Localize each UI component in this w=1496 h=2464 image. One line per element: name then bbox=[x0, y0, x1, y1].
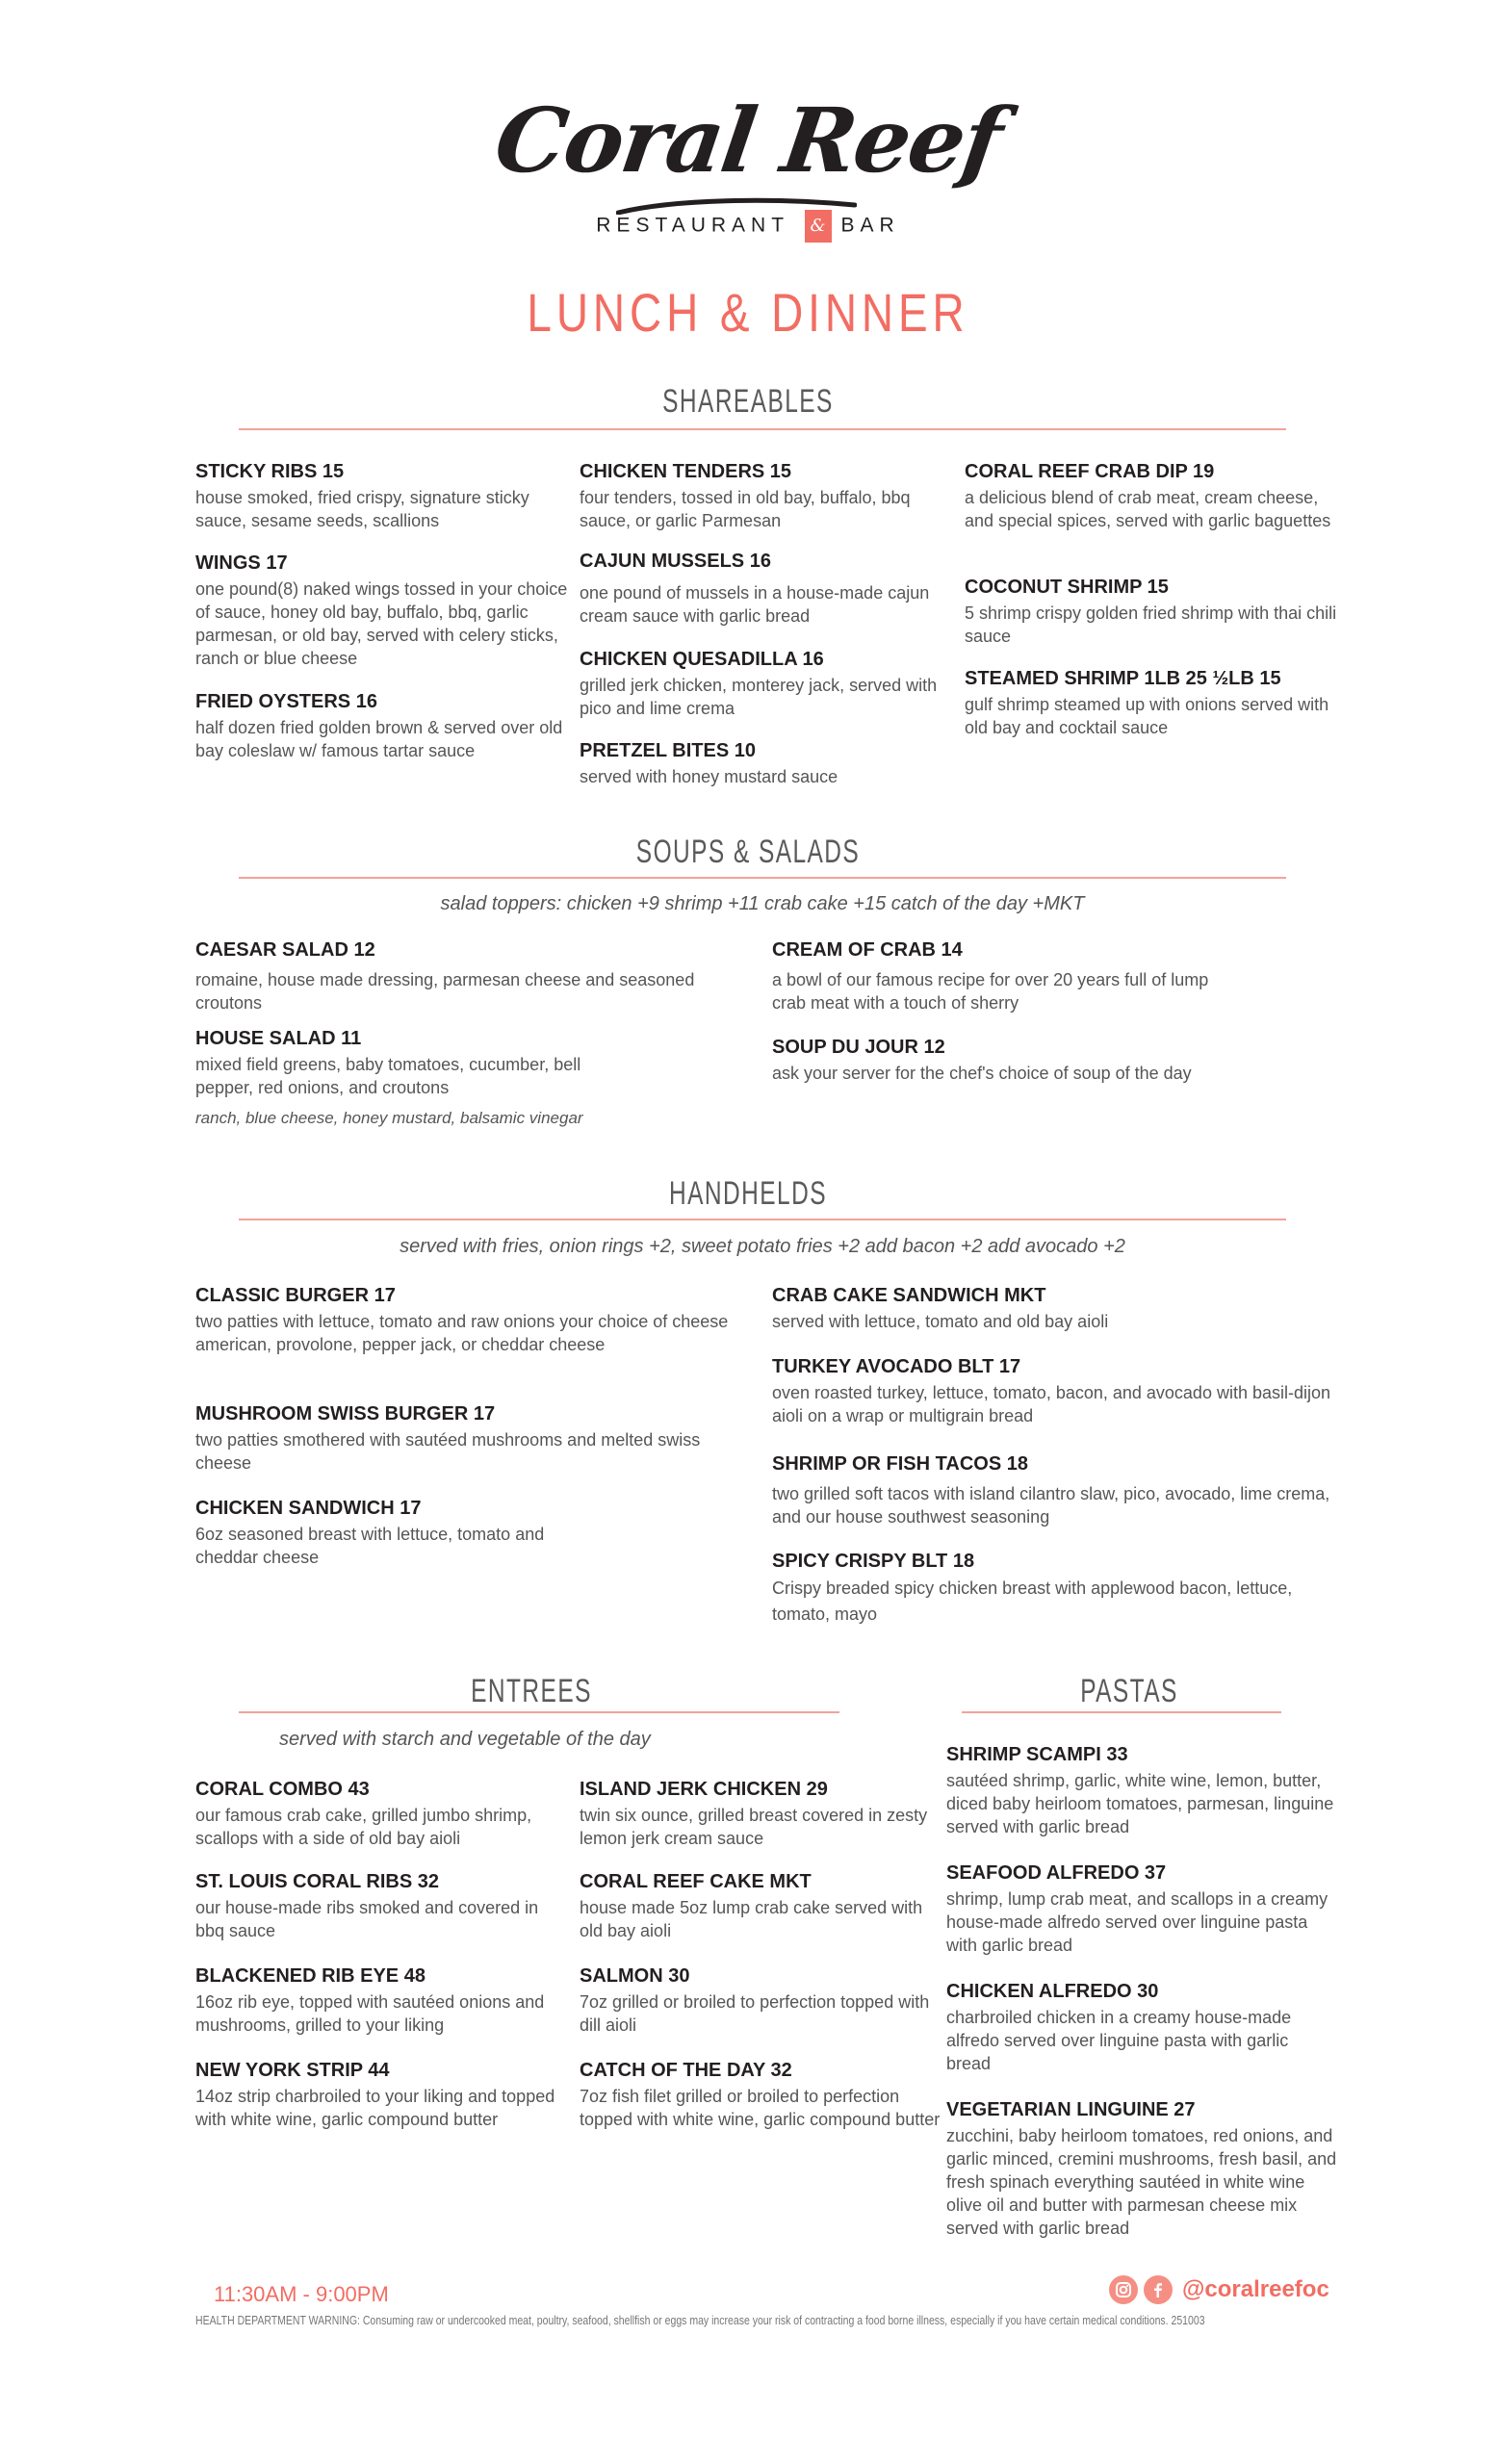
menu-item: CHICKEN TENDERS 15 four tenders, tossed in old bay, buffalo, bbq sauce, or garlic Parmesan bbox=[580, 461, 911, 530]
logo-sub-restaurant: RESTAURANT bbox=[596, 214, 789, 237]
menu-item: CATCH OF THE DAY 32 7oz fish filet grilled or broiled to perfection topped with white wine, garlic compound butter bbox=[580, 2060, 941, 2129]
menu-item: STEAMED SHRIMP 1LB 25 ½LB 15 gulf shrimp steamed up with onions served with old bay and cocktail sauce bbox=[965, 668, 1329, 737]
menu-item: SHRIMP SCAMPI 33 sautéed shrimp, garlic, white wine, lemon, butter, diced baby heirloom tomatoes, parmesan, linguine served with garlic bread bbox=[946, 1744, 1334, 1836]
menu-item: SALMON 30 7oz grilled or broiled to perfection topped with dill aioli bbox=[580, 1965, 930, 2035]
menu-item: CHICKEN QUESADILLA 16 grilled jerk chicken, monterey jack, served with pico and lime crema bbox=[580, 649, 938, 718]
section-title-entrees: ENTREES bbox=[471, 1673, 592, 1709]
menu-item: SHRIMP OR FISH TACOS 18 two grilled soft tacos with island cilantro slaw, pico, avocado, lime crema, and our house southwest seasoning bbox=[772, 1453, 1330, 1527]
health-warning: HEALTH DEPARTMENT WARNING: Consuming raw or undercooked meat, poultry, seafood, shellfish or eggs may increase your risk of contracting a food borne illness, especially if you have certain medical conditions. 251003 bbox=[195, 2314, 1205, 2327]
menu-item: CAJUN MUSSELS 16 one pound of mussels in a house-made cajun cream sauce with garlic bread bbox=[580, 551, 930, 626]
menu-item: SEAFOOD ALFREDO 37 shrimp, lump crab meat, and scallops in a creamy house-made alfredo served over linguine pasta with garlic bread bbox=[946, 1862, 1328, 1955]
menu-item: COCONUT SHRIMP 15 5 shrimp crispy golden fried shrimp with thai chili sauce bbox=[965, 577, 1337, 646]
menu-item: FRIED OYSTERS 16 half dozen fried golden brown & served over old bay coleslaw w/ famous tartar sauce bbox=[195, 691, 563, 760]
menu-item: CORAL REEF CAKE MKT house made 5oz lump crab cake served with old bay aioli bbox=[580, 1871, 923, 1940]
facebook-icon[interactable] bbox=[1144, 2275, 1173, 2304]
menu-item: WINGS 17 one pound(8) naked wings tossed in your choice of sauce, honey old bay, buffalo, bbq, garlic parmesan, or old bay, served with celery sticks, ranch or blue cheese bbox=[195, 552, 568, 668]
menu-item: BLACKENED RIB EYE 48 16oz rib eye, topped with sautéed onions and mushrooms, grilled to your liking bbox=[195, 1965, 545, 2035]
instagram-icon[interactable] bbox=[1109, 2275, 1138, 2304]
section-divider bbox=[239, 428, 1286, 430]
section-title-shareables: SHAREABLES bbox=[662, 383, 834, 420]
section-divider bbox=[239, 1219, 1286, 1220]
handhelds-sides-note: served with fries, onion rings +2, sweet potato fries +2 add bacon +2 add avocado +2 bbox=[400, 1236, 1125, 1257]
section-divider bbox=[239, 1711, 839, 1713]
menu-item: CAESAR SALAD 12 romaine, house made dressing, parmesan cheese and seasoned croutons bbox=[195, 939, 695, 1013]
section-divider bbox=[239, 877, 1286, 879]
menu-item: CORAL REEF CRAB DIP 19 a delicious blend of crab meat, cream cheese, and special spices, served with garlic baguettes bbox=[965, 461, 1331, 530]
social-handle[interactable]: @coralreefoc bbox=[1182, 2276, 1329, 2302]
logo-sub-bar: BAR bbox=[840, 214, 900, 237]
menu-item: SPICY CRISPY BLT 18 Crispy breaded spicy chicken breast with applewood bacon, lettuce, tomato, mayo bbox=[772, 1551, 1293, 1624]
menu-item: PRETZEL BITES 10 served with honey mustard sauce bbox=[580, 740, 838, 786]
menu-item: TURKEY AVOCADO BLT 17 oven roasted turkey, lettuce, tomato, bacon, and avocado with basil-dijon aioli on a wrap or multigrain bread bbox=[772, 1356, 1331, 1425]
section-title-soups-salads: SOUPS & SALADS bbox=[635, 834, 861, 870]
menu-item: ST. LOUIS CORAL RIBS 32 our house-made ribs smoked and covered in bbq sauce bbox=[195, 1871, 539, 1940]
salad-toppers-note: salad toppers: chicken +9 shrimp +11 crab cake +15 catch of the day +MKT bbox=[440, 893, 1085, 914]
menu-item: CHICKEN SANDWICH 17 6oz seasoned breast with lettuce, tomato and cheddar cheese bbox=[195, 1498, 545, 1567]
entrees-sides-note: served with starch and vegetable of the day bbox=[279, 1729, 651, 1750]
menu-item: HOUSE SALAD 11 mixed field greens, baby tomatoes, cucumber, bell pepper, red onions, and croutons ranch, blue cheese, honey mustard, balsamic vinegar bbox=[195, 1026, 600, 1130]
logo-subtitle bbox=[0, 210, 1496, 243]
section-title-pastas: PASTAS bbox=[1080, 1673, 1178, 1709]
menu-item: STICKY RIBS 15 house smoked, fried crispy, signature sticky sauce, sesame seeds, scallions bbox=[195, 461, 529, 530]
menu-item: SOUP DU JOUR 12 ask your server for the chef's choice of soup of the day bbox=[772, 1037, 1192, 1083]
menu-item: ISLAND JERK CHICKEN 29 twin six ounce, grilled breast covered in zesty lemon jerk cream sauce bbox=[580, 1779, 928, 1848]
menu-item: VEGETARIAN LINGUINE 27 zucchini, baby heirloom tomatoes, red onions, and garlic minced, cremini mushrooms, fresh basil, and fresh spinach everything sautéed in white wine olive oil and butter with parmesan cheese mix served with garlic bread bbox=[946, 2099, 1337, 2238]
menu-item: CRAB CAKE SANDWICH MKT served with lettuce, tomato and old bay aioli bbox=[772, 1285, 1109, 1331]
social-links bbox=[1109, 2275, 1329, 2304]
menu-title: LUNCH & DINNER bbox=[527, 282, 969, 343]
section-title-handhelds: HANDHELDS bbox=[669, 1175, 827, 1212]
opening-hours: 11:30AM - 9:00PM bbox=[214, 2282, 389, 2306]
logo-ampersand-badge: & bbox=[805, 210, 832, 243]
section-divider bbox=[962, 1711, 1281, 1713]
menu-item: MUSHROOM SWISS BURGER 17 two patties smothered with sautéed mushrooms and melted swiss cheese bbox=[195, 1403, 701, 1473]
menu-item: NEW YORK STRIP 44 14oz strip charbroiled to your liking and topped with white wine, garlic compound butter bbox=[195, 2060, 555, 2129]
menu-item: CHICKEN ALFREDO 30 charbroiled chicken in a creamy house-made alfredo served over linguine pasta with garlic bread bbox=[946, 1981, 1292, 2073]
menu-item: CORAL COMBO 43 our famous crab cake, grilled jumbo shrimp, scallops with a side of old bay aioli bbox=[195, 1779, 532, 1848]
menu-item: CLASSIC BURGER 17 two patties with lettuce, tomato and raw onions your choice of cheese american, provolone, pepper jack, or cheddar cheese bbox=[195, 1285, 729, 1354]
logo-script-name: Coral Reef bbox=[489, 89, 1007, 192]
menu-item: CREAM OF CRAB 14 a bowl of our famous recipe for over 20 years full of lump crab meat with a touch of sherry bbox=[772, 939, 1209, 1013]
dressing-options: ranch, blue cheese, honey mustard, balsamic vinegar bbox=[195, 1109, 583, 1127]
